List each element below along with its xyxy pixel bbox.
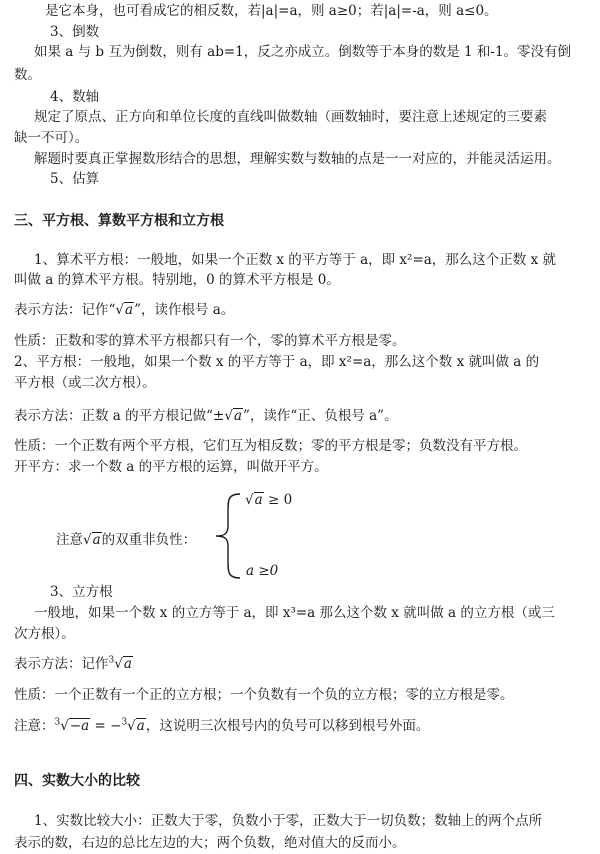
text-line: 如果 a 与 b 互为倒数，则有 ab=1，反之亦成立。倒数等于本身的数是 1 和-1。零没有倒 — [34, 44, 572, 60]
text-line: 3、立方根 — [50, 584, 113, 600]
cbrt-identity-formula: $^3$√−a = −$^3$√a — [54, 717, 145, 734]
text-line: 2、平方根：一般地，如果一个数 x 的平方等于 a，即 x²=a，那么这个数 x 就叫做 a 的 — [14, 354, 540, 370]
text-line: 1、算术平方根：一般地，如果一个正数 x 的平方等于 a，即 x²=a，那么这个正数 x 就 — [34, 252, 556, 268]
text-fragment: ”，读作根号 a。 — [134, 302, 235, 318]
text-line: 性质：一个正数有两个平方根，它们互为相反数；零的平方根是零；负数没有平方根。 — [14, 438, 527, 454]
text-fragment: ，这说明三次根号内的负号可以移到根号外面。 — [145, 718, 430, 734]
condition-text: ≥ 0 — [267, 492, 293, 508]
text-fragment: 表示方法：记作 — [14, 656, 109, 672]
section-heading: 三、平方根、算数平方根和立方根 — [14, 213, 224, 229]
text-fragment: 表示方法：记作“ — [14, 302, 116, 318]
text-line: 规定了原点、正方向和单位长度的直线叫做数轴（画数轴时，要注意上述规定的三要素 — [34, 109, 547, 125]
text-line: 4、数轴 — [50, 89, 100, 105]
text-line: 表示的数，右边的总比左边的大；两个负数，绝对值大的反而小。 — [14, 835, 406, 851]
condition-text: a ≥0 — [246, 563, 279, 579]
sqrt-a-formula: √a — [245, 492, 263, 508]
sqrt-a-formula: √a — [224, 408, 243, 424]
text-fragment: ”，读作“正、负根号 a”。 — [243, 408, 398, 424]
text-line: 解题时要真正掌握数形结合的思想，理解实数与数轴的点是一一对应的，并能灵活运用。 — [34, 151, 561, 167]
text-line — [245, 491, 292, 509]
text-line: 1、实数比较大小：正数大于零，负数小于零，正数大于一切负数；数轴上的两个点所 — [34, 813, 543, 829]
text-line — [14, 407, 398, 425]
text-line: 5、估算 — [50, 171, 100, 187]
text-line — [56, 531, 196, 549]
text-fragment: 注意： — [14, 718, 55, 734]
cbrt-a-formula: $^3$√a — [108, 655, 132, 672]
text-line: 缺一不可）。 — [14, 130, 89, 146]
text-line: 数。 — [14, 67, 41, 83]
text-line: 性质：一个正数有一个正的立方根；一个负数有一个负的立方根；零的立方根是零。 — [14, 687, 514, 703]
text-line: 一般地，如果一个数 x 的立方等于 a，即 x³=a 那么这个数 x 就叫做 a 的立方根（或三 — [34, 605, 555, 621]
text-fragment: 的双重非负性： — [101, 532, 197, 548]
text-line: 是它本身，也可看成它的相反数，若|a|=a，则 a≥0；若|a|=-a，则 a≤0。 — [45, 3, 498, 19]
text-line — [14, 655, 133, 673]
text-line: 性质：正数和零的算术平方根都只有一个，零的算术平方根是零。 — [14, 333, 406, 349]
section-heading: 四、实数大小的比较 — [14, 773, 140, 789]
text-line: 平方根（或二次方根）。 — [14, 375, 156, 391]
text-fragment: 表示方法：正数 a 的平方根记做“± — [14, 408, 225, 424]
text-line — [14, 717, 429, 735]
text-line: 开平方：求一个数 a 的平方根的运算，叫做开平方。 — [14, 459, 328, 475]
sqrt-a-formula: √a — [83, 532, 101, 548]
sqrt-a-formula: √a — [115, 302, 134, 318]
text-fragment: 注意 — [56, 532, 83, 548]
text-line — [14, 301, 234, 319]
text-line: 3、倒数 — [50, 24, 100, 40]
curly-brace-icon — [210, 490, 244, 582]
text-line: 次方根）。 — [14, 626, 75, 642]
text-line: 叫做 a 的算术平方根。特别地，0 的算术平方根是 0。 — [14, 272, 340, 288]
